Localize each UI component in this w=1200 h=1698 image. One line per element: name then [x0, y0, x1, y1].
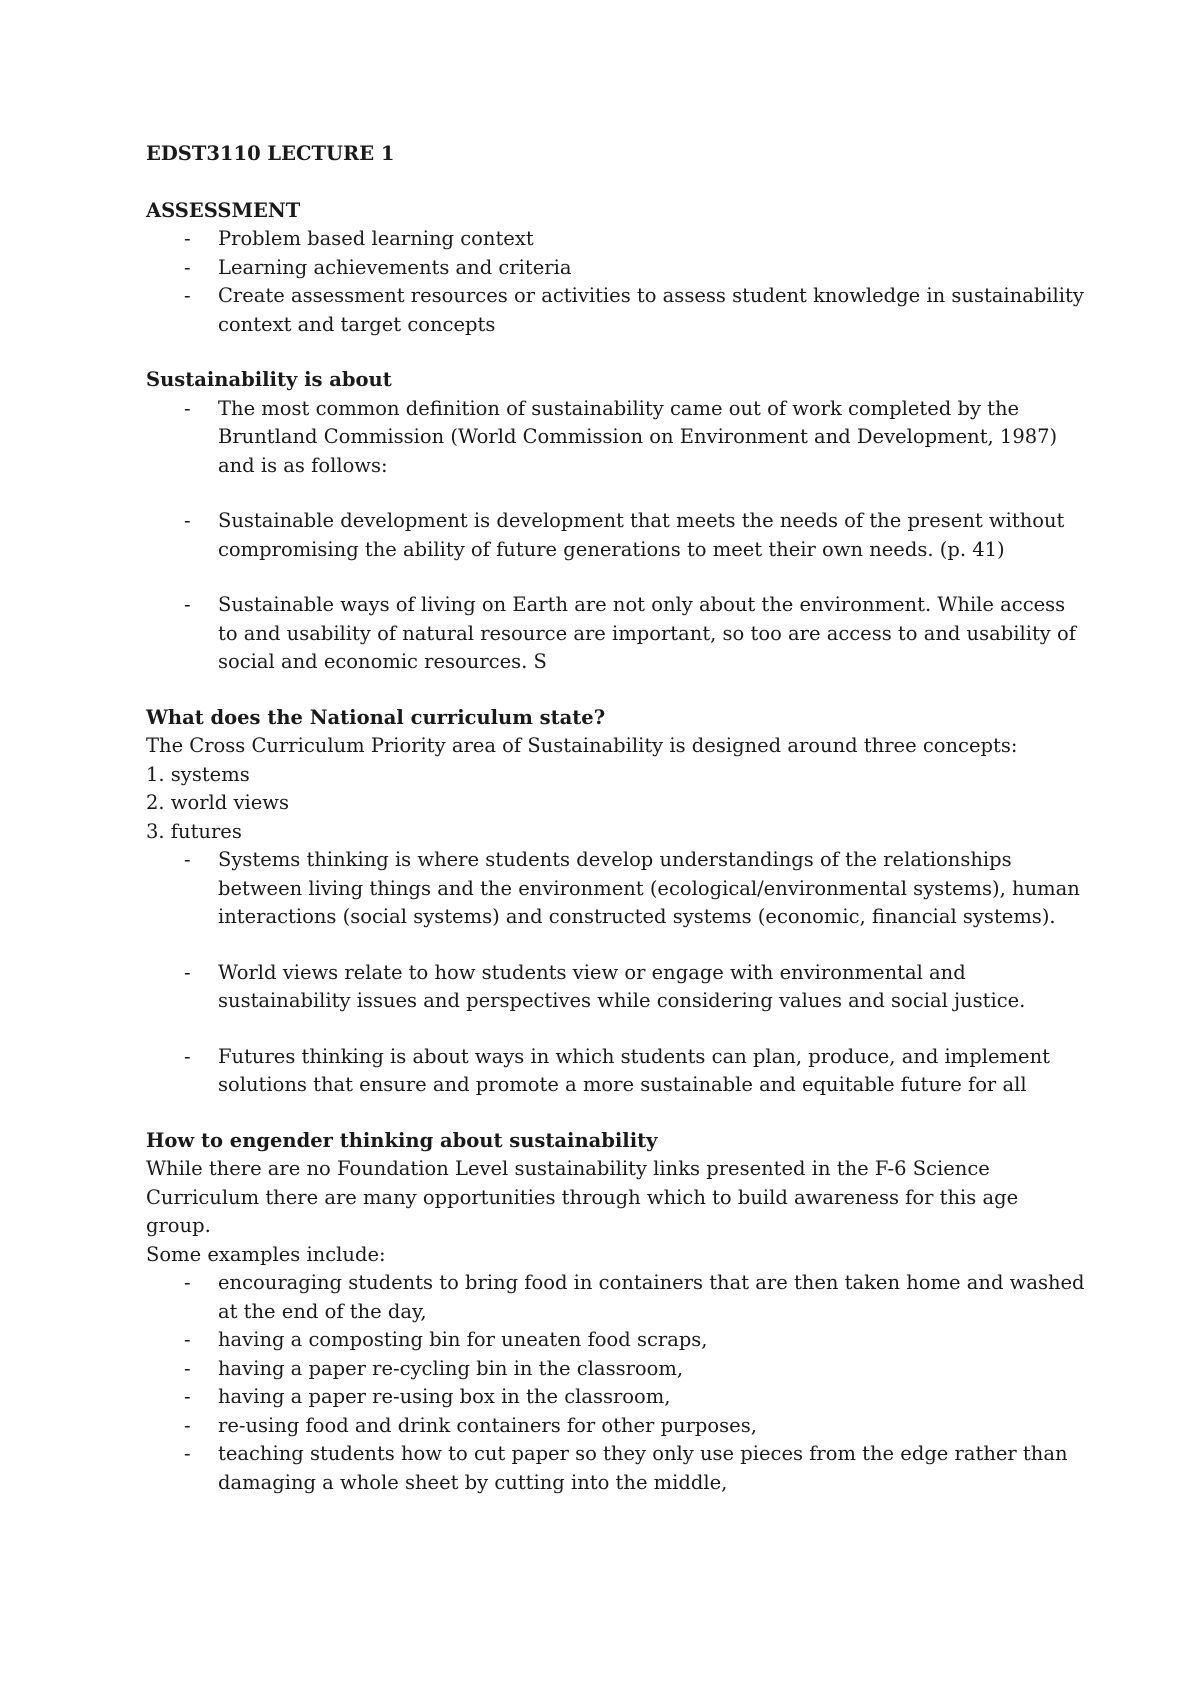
sustainability-heading: Sustainability is about — [146, 368, 392, 391]
curriculum-intro: The Cross Curriculum Priority area of Sustainability is designed around three concepts: — [146, 734, 1018, 757]
examples-label: Some examples include: — [146, 1242, 386, 1266]
list-item: - The most common definition of sustainability came out of work completed by the Bruntland Commission (World Commission on Environment and Development, 1987) and is as follows: — [146, 395, 1086, 481]
concept-item: 1. systems — [146, 762, 250, 786]
sustainability-list — [146, 395, 1086, 677]
list-item: - having a paper re-cycling bin in the classroom, — [146, 1355, 1086, 1384]
list-item: - Problem based learning context — [146, 225, 1086, 254]
list-item: - teaching students how to cut paper so they only use pieces from the edge rather than damaging a whole sheet by cutting into the middle, — [146, 1440, 1086, 1497]
document-page — [146, 140, 1086, 1524]
list-item: - Futures thinking is about ways in which students can plan, produce, and implement solutions that ensure and promote a more sustainable and equitable future for all — [146, 1043, 1086, 1100]
list-item: - Sustainable ways of living on Earth are not only about the environment. While access to and usability of natural resource are important, so too are access to and usability of social and economic resources. S — [146, 591, 1086, 677]
list-item: - Create assessment resources or activities to assess student knowledge in sustainability context and target concepts — [146, 282, 1086, 339]
curriculum-list — [146, 846, 1086, 1100]
list-item: - Sustainable development is development that meets the needs of the present without compromising the ability of future generations to meet their own needs. (p. 41) — [146, 507, 1086, 564]
document-title: EDST3110 LECTURE 1 — [146, 142, 395, 165]
assessment-heading: ASSESSMENT — [146, 198, 301, 222]
curriculum-section — [146, 704, 1086, 1100]
engender-section — [146, 1127, 1086, 1498]
list-item: - World views relate to how students view or engage with environmental and sustainability issues and perspectives while considering values and social justice. — [146, 959, 1086, 1016]
assessment-list — [146, 225, 1086, 339]
concept-item: 3. futures — [146, 819, 242, 843]
examples-list — [146, 1269, 1086, 1497]
list-item: - Learning achievements and criteria — [146, 254, 1086, 283]
list-item: - encouraging students to bring food in containers that are then taken home and washed at the end of the day, — [146, 1269, 1086, 1326]
list-item: - Systems thinking is where students develop understandings of the relationships between living things and the environment (ecological/environmental systems), human interactions (social systems) and constructed systems (economic, financial systems). — [146, 846, 1086, 932]
list-item: - having a composting bin for uneaten food scraps, — [146, 1326, 1086, 1355]
engender-heading: How to engender thinking about sustainability — [146, 1128, 658, 1152]
concept-item: 2. world views — [146, 791, 289, 814]
curriculum-heading: What does the National curriculum state? — [146, 705, 606, 729]
sustainability-section — [146, 366, 1086, 677]
list-item: - re-using food and drink containers for other purposes, — [146, 1412, 1086, 1441]
engender-intro: While there are no Foundation Level sustainability links presented in the F-6 Science Curriculum there are many opportunities through which to build awareness for this age group. — [146, 1157, 1019, 1237]
list-item: - having a paper re-using box in the classroom, — [146, 1383, 1086, 1412]
assessment-section — [146, 197, 1086, 340]
